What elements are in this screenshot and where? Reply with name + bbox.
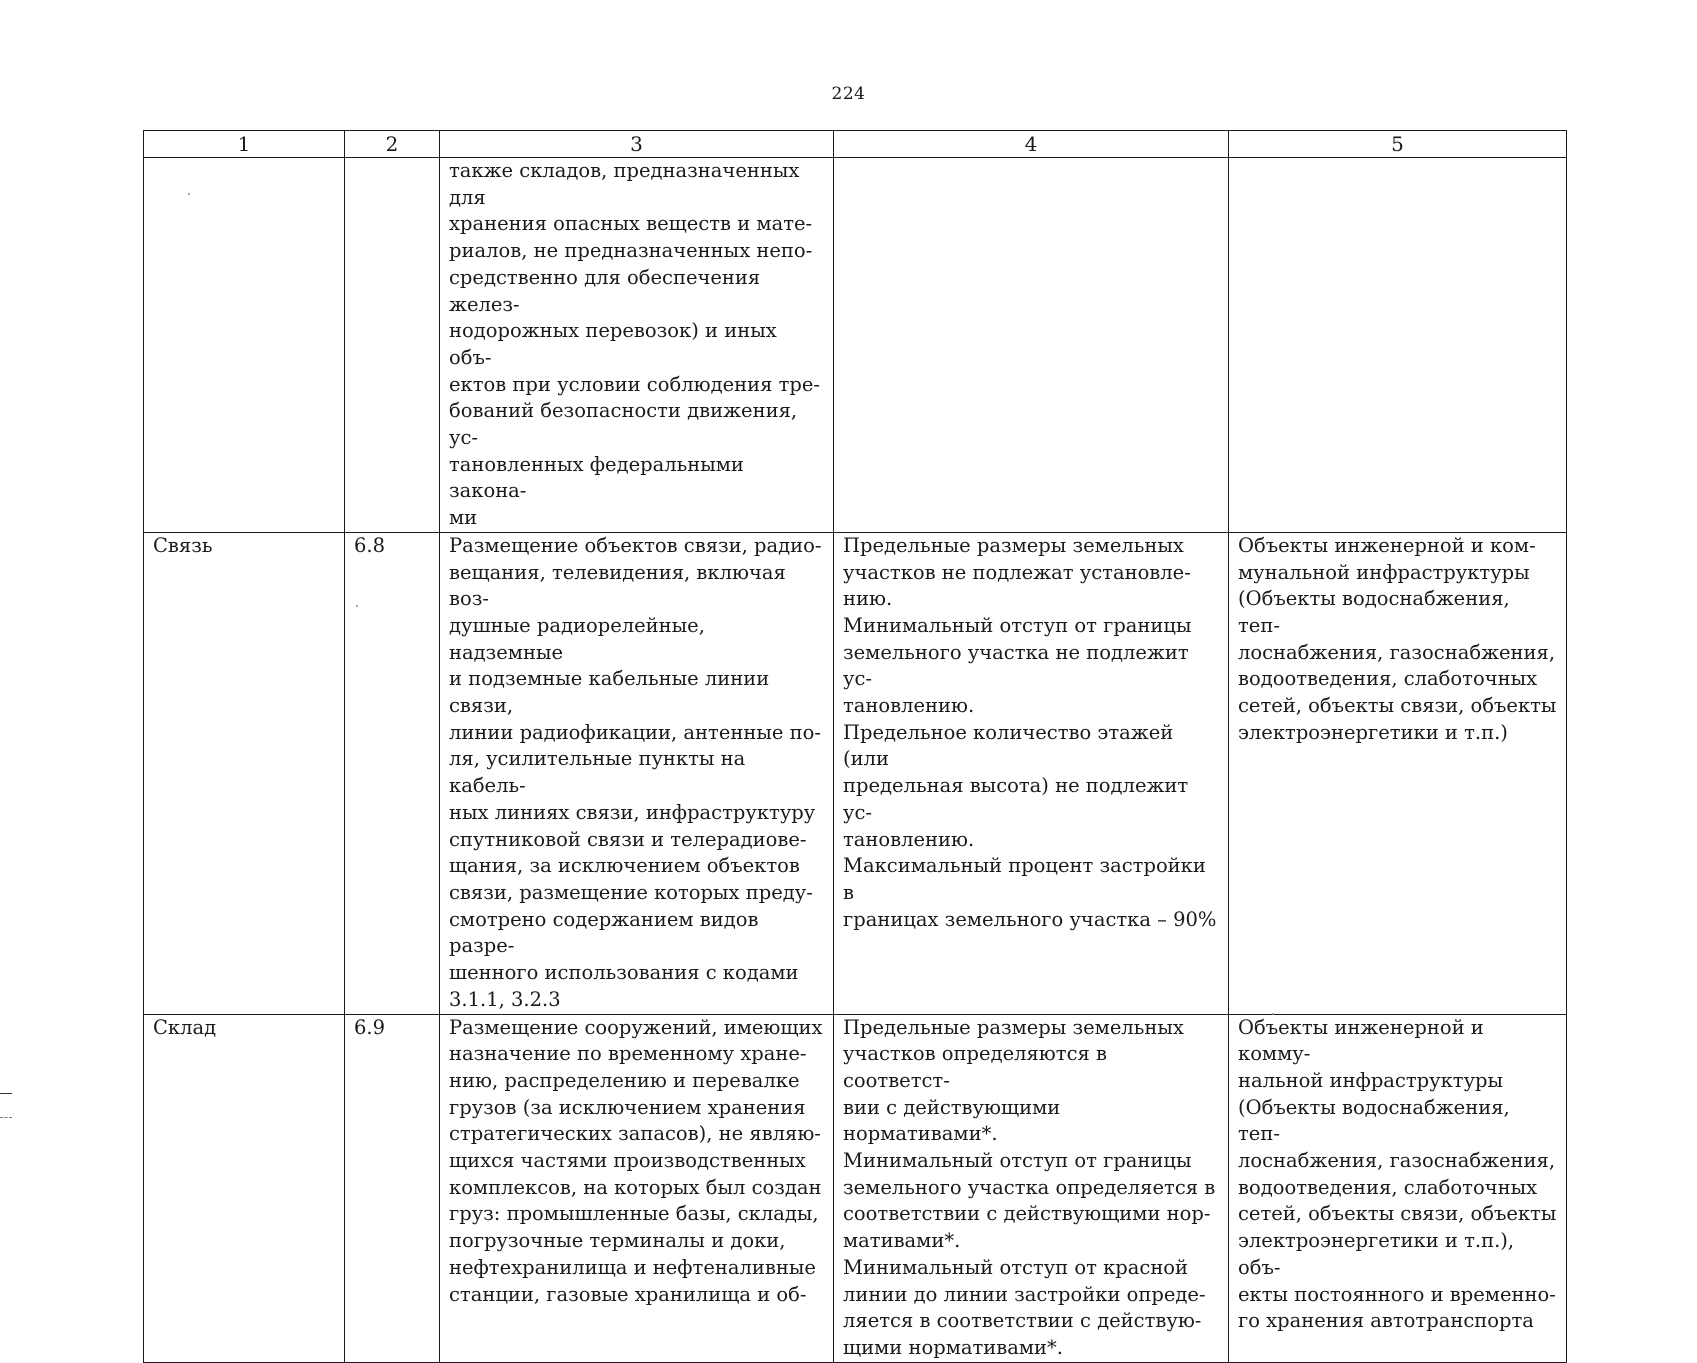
row-name-cell <box>144 1014 345 1362</box>
row-description: Размещение сооружений, имеющих назначение по временному хране- нию, распределению и перевалке грузов (за исключением хранения стратегических запасов), не являю- щихся частями производственных комплексов, на которых был создан груз: промышленные базы, склады, погрузочные терминалы и доки, нефтехранилища и нефтеналивные станции, газовые хранилища и об- <box>449 1015 823 1306</box>
row-code: 6.9 <box>354 1015 386 1039</box>
scan-speck <box>188 193 190 195</box>
table-header-row <box>144 131 1567 158</box>
row-infrastructure-cell <box>1229 1014 1567 1362</box>
scan-edge-mark <box>0 1093 12 1094</box>
column-header-2: 2 <box>345 131 440 158</box>
row-code: 6.8 <box>354 533 386 557</box>
column-header-4: 4 <box>834 131 1229 158</box>
row-code-cell <box>345 1014 440 1362</box>
row-code-cell <box>345 158 440 533</box>
row-parameters-cell <box>834 532 1229 1014</box>
scan-speck <box>356 605 358 607</box>
row-name-cell <box>144 158 345 533</box>
row-description-cell <box>440 532 834 1014</box>
row-name: Склад <box>153 1015 217 1039</box>
row-infrastructure-cell <box>1229 158 1567 533</box>
regulations-table <box>143 130 1567 1363</box>
column-header-5: 5 <box>1229 131 1567 158</box>
row-infrastructure: Объекты инженерной и комму- нальной инфраструктуры (Объекты водоснабжения, теп- лоснабжения, газоснабжения, водоотведения, слаботочных сетей, объекты связи, объекты электроэнергетики и т.п.), объ- екты постоянного и временно- го хранения автотранспорта <box>1238 1015 1557 1333</box>
row-infrastructure-cell <box>1229 532 1567 1014</box>
table-row <box>144 1014 1567 1362</box>
row-code-cell <box>345 532 440 1014</box>
page-number: 224 <box>831 84 866 104</box>
row-name: Связь <box>153 533 213 557</box>
column-header-1: 1 <box>144 131 345 158</box>
row-parameters-cell <box>834 1014 1229 1362</box>
row-infrastructure: Объекты инженерной и ком- мунальной инфраструктуры (Объекты водоснабжения, теп- лоснабжения, газоснабжения, водоотведения, слаботочных сетей, объекты связи, объекты электроэнергетики и т.п.) <box>1238 533 1557 744</box>
scan-edge-mark <box>0 1117 12 1118</box>
table-row <box>144 158 1567 533</box>
column-header-3: 3 <box>440 131 834 158</box>
row-parameters: Предельные размеры земельных участков не подлежат установле- нию. Минимальный отступ от границы земельного участка не подлежит ус- тановлению. Предельное количество этажей (или предельная высота) не подлежит ус- тановлению. Максимальный процент застройки в границах земельного участка – 90% <box>843 533 1217 931</box>
row-description-cell <box>440 158 834 533</box>
row-parameters: Предельные размеры земельных участков определяются в соответст- вии с действующими нормативами*. Минимальный отступ от границы земельного участка определяется в соответствии с действующими нор- мативами*. Минимальный отступ от красной линии до линии застройки опреде- ляется в соответствии с действую- щими нормативами*. <box>843 1015 1216 1359</box>
row-description-cell <box>440 1014 834 1362</box>
row-description: также складов, предназначенных для хранения опасных веществ и мате- риалов, не предназначенных непо- средственно для обеспечения желез- нодорожных перевозок) и иных объ- ектов при условии соблюдения тре- бований безопасности движения, ус- тановленных федеральными закона- ми <box>449 159 821 530</box>
row-name-cell <box>144 532 345 1014</box>
row-parameters-cell <box>834 158 1229 533</box>
row-description: Размещение объектов связи, радио- вещания, телевидения, включая воз- душные радиорелейные, надземные и подземные кабельные линии связи, линии радиофикации, антенные по- ля, усилительные пункты на кабель- ных линиях связи, инфраструктуру спутниковой связи и телерадиове- щания, за исключением объектов связи, размещение которых преду- смотрено содержанием видов разре- шенного использования с кодами 3.1.1, 3.2.3 <box>449 533 822 1011</box>
scan-speck <box>1272 1013 1274 1015</box>
